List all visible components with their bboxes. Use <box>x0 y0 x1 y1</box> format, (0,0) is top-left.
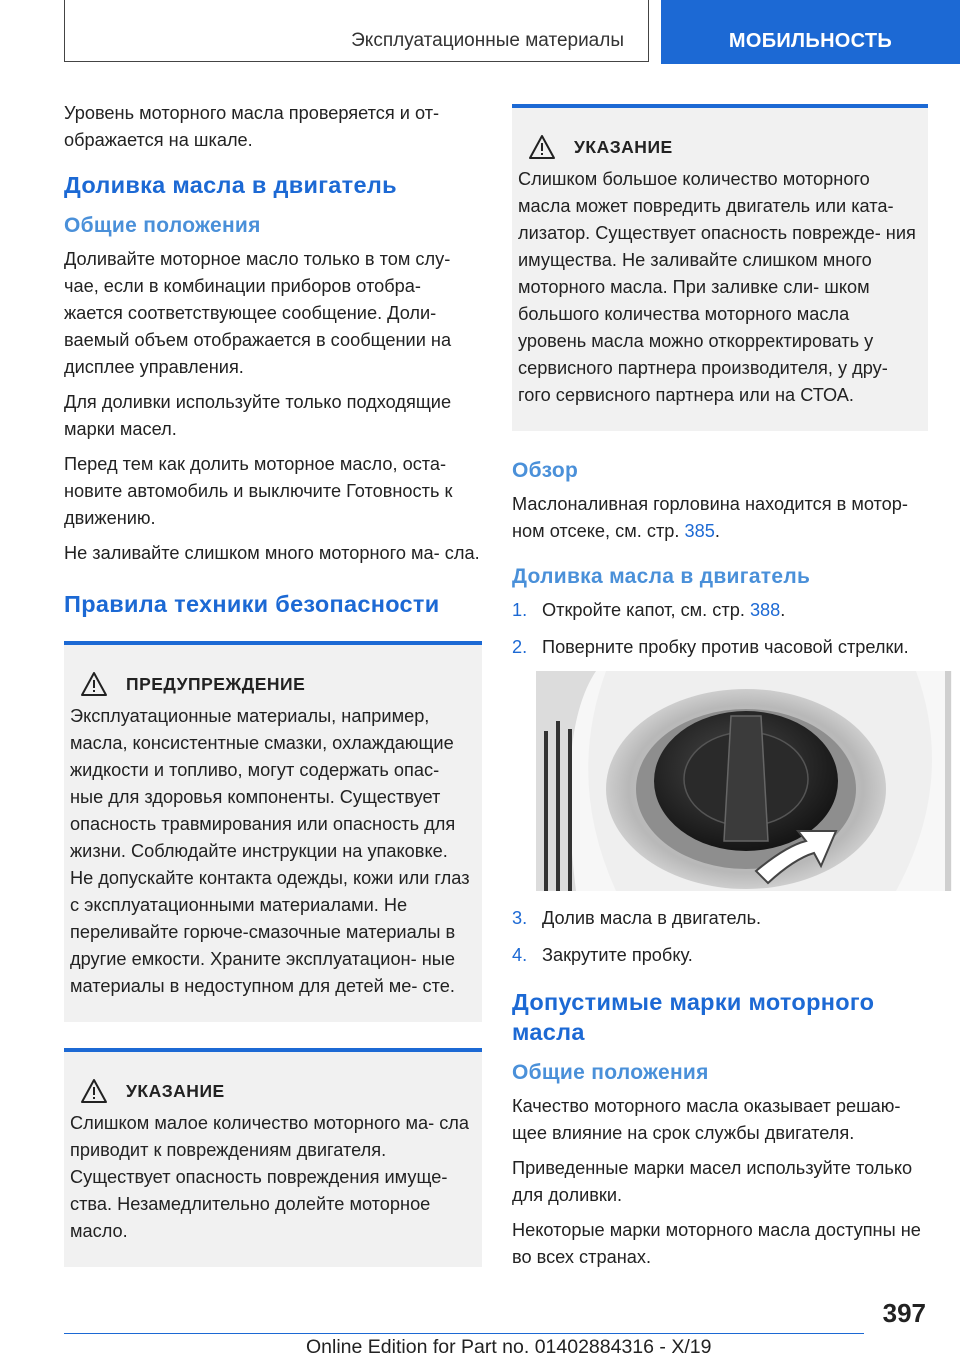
heading-oil-grades: Допустимые марки моторного масла <box>512 989 875 1045</box>
chapter-tab[interactable]: МОБИЛЬНОСТЬ <box>661 0 960 64</box>
list-item: 1. Откройте капот, см. стр. 388. <box>512 597 928 624</box>
paragraph: Качество моторного масла оказывает решаю- щее влияние на срок службы двигателя. <box>512 1096 901 1143</box>
step-number: 4. <box>512 945 528 965</box>
intro-paragraph: Уровень моторного масла проверяется и от- ображается на шкале. <box>64 103 440 150</box>
section-title: Эксплуатационные материалы <box>64 0 649 62</box>
step-number: 3. <box>512 908 528 928</box>
oil-cap-photo <box>536 671 952 891</box>
step-number: 2. <box>512 637 528 657</box>
paragraph: Доливайте моторное масло только в том слу- чае, если в комбинации приборов отобра- жается соответствующее сообщение. Доли- ваемый объем отображается в сообщении на дисплее управления. <box>64 249 452 377</box>
footer-divider <box>64 1333 864 1334</box>
warning-triangle-icon <box>80 671 108 697</box>
footer-edition: Online Edition for Part no. 01402884316 - X/19 <box>306 1336 712 1358</box>
oil-filler-cap-illustration <box>536 671 952 891</box>
list-item: 2. Поверните пробку против часовой стрелки. <box>512 634 928 661</box>
warning-triangle-icon <box>528 134 556 160</box>
heading-topping-oil: Доливка масла в двигатель <box>64 172 397 198</box>
heading-topping-oil: Доливка масла в двигатель <box>512 565 811 588</box>
notice-title <box>70 1078 474 1104</box>
paragraph: Не заливайте слишком много моторного ма- сла. <box>64 543 480 563</box>
heading-general: Общие положения <box>512 1061 709 1084</box>
list-item: 3. Долив масла в двигатель. <box>512 905 928 932</box>
page-link[interactable]: 388 <box>749 600 781 620</box>
paragraph: Перед тем как долить моторное масло, оста- новите автомобиль и выключите Готовность к движению. <box>64 454 453 528</box>
list-item: 4. Закрутите пробку. <box>512 942 928 969</box>
step-number: 1. <box>512 600 528 620</box>
warning-box <box>64 641 482 1022</box>
heading-overview: Обзор <box>512 459 579 482</box>
notice-label: УКАЗАНИЕ <box>126 1080 225 1101</box>
heading-general: Общие положения <box>64 214 261 237</box>
notice-box <box>512 104 928 431</box>
paragraph: Приведенные марки масел используйте только для доливки. <box>512 1158 913 1205</box>
paragraph: Для доливки используйте только подходящие марки масел. <box>64 392 452 439</box>
warning-triangle-icon <box>80 1078 108 1104</box>
paragraph: Некоторые марки моторного масла доступны не во всех странах. <box>512 1220 921 1267</box>
notice-title <box>518 134 920 160</box>
steps-list <box>512 905 928 969</box>
overview-paragraph: Маслоналивная горловина находится в мотор- ном отсеке, см. стр. 385. <box>512 494 908 541</box>
left-column <box>64 100 482 1293</box>
warning-text: Эксплуатационные материалы, например, масла, консистентные смазки, охлаждающие жидкости и топливо, могут содержать опас- ные для здоровья компоненты. Существует опасность травмирования или опасность для жизни. Соблюдайте инструкции на упаковке. Не допускайте контакта одежды, кожи или глаз с эксплуатационными материалами. Не переливайте горюче-смазочные материалы в другие емкости. Храните эксплуатацион- ные материалы в недоступном для детей ме- сте. <box>70 706 470 996</box>
warning-title <box>70 671 474 697</box>
notice-box <box>64 1048 482 1267</box>
page-number: 397 <box>882 1298 926 1328</box>
right-column <box>512 104 928 1279</box>
page-header <box>0 0 960 66</box>
notice-text: Слишком малое количество моторного ма- сла приводит к повреждениям двигателя. Существует опасность повреждения имуще- ства. Незамедлительно долейте моторное масло. <box>70 1113 470 1241</box>
notice-label: УКАЗАНИЕ <box>574 136 673 157</box>
steps-list <box>512 597 928 661</box>
warning-label: ПРЕДУПРЕЖДЕНИЕ <box>126 673 306 694</box>
notice-text: Слишком большое количество моторного масла может повредить двигатель или ката- лизатор. Существует опасность поврежде- ния имущества. Не заливайте слишком много моторного масла. При заливке сли- шком большого количества моторного масла уровень масла можно откорректировать у сервисного партнера производителя, у дру- гого сервисного партнера или на СТОА. <box>518 169 916 405</box>
page-link[interactable]: 385 <box>684 521 715 541</box>
heading-safety: Правила техники безопасности <box>64 591 440 617</box>
